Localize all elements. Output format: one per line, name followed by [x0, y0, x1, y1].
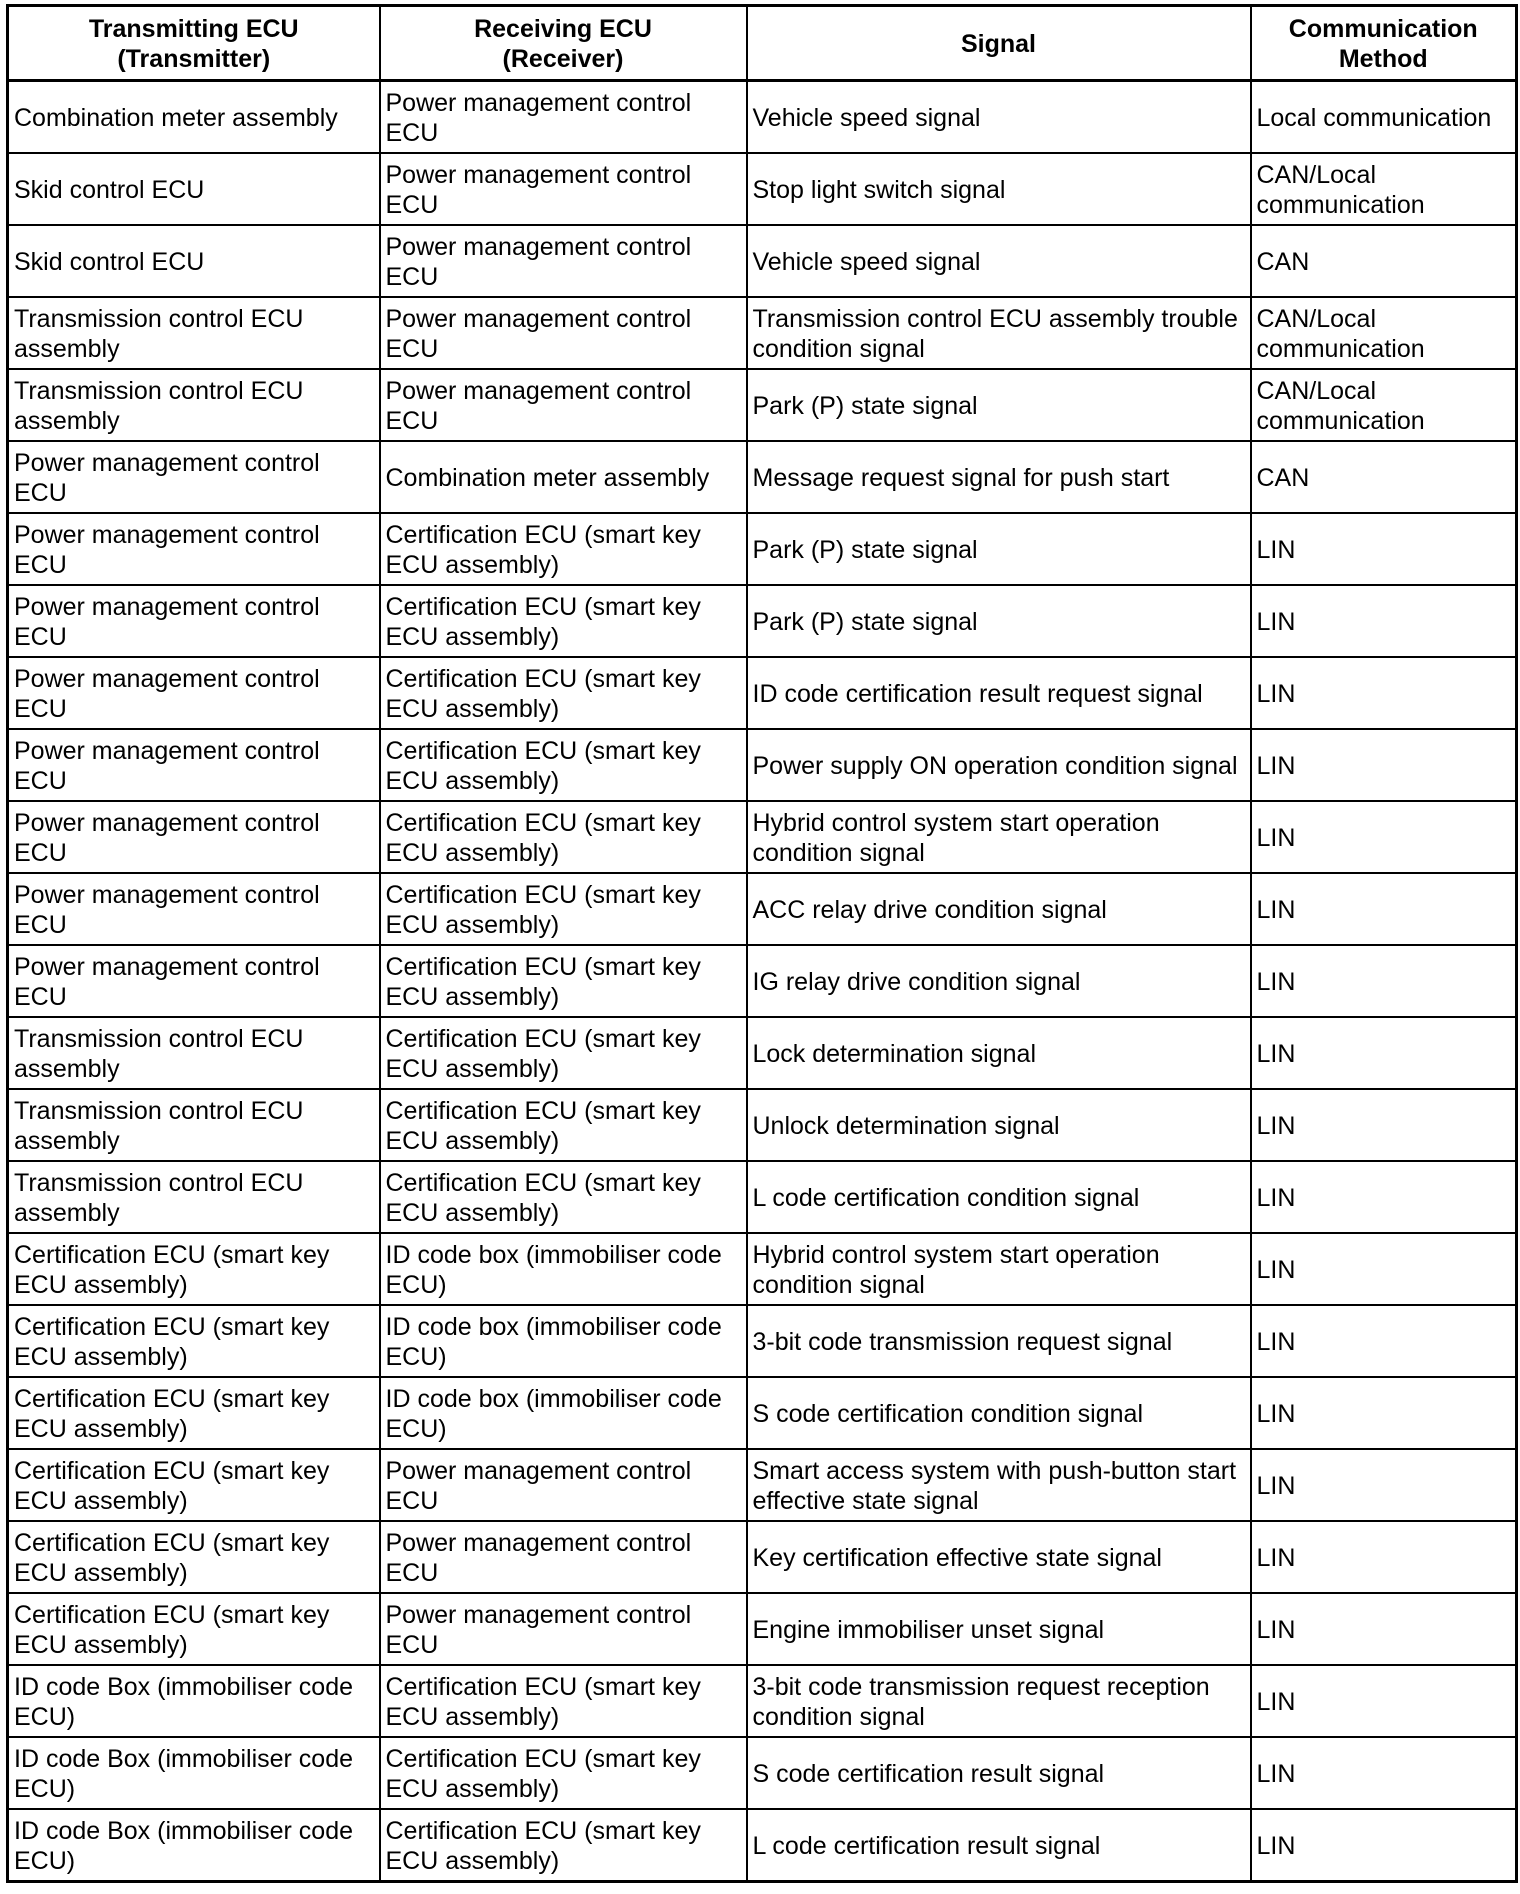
communication-method-cell: LIN [1251, 1809, 1517, 1882]
transmitting-ecu-cell: Skid control ECU [8, 153, 380, 225]
signal-cell: Vehicle speed signal [747, 225, 1251, 297]
receiving-ecu-cell: Certification ECU (smart key ECU assembly) [380, 1665, 747, 1737]
signal-cell: Unlock determination signal [747, 1089, 1251, 1161]
receiving-ecu-cell: Power management control ECU [380, 1593, 747, 1665]
signal-cell: L code certification result signal [747, 1809, 1251, 1882]
signal-cell: Park (P) state signal [747, 585, 1251, 657]
communication-method-cell: CAN [1251, 225, 1517, 297]
communication-method-cell: LIN [1251, 1089, 1517, 1161]
transmitting-ecu-cell: Power management control ECU [8, 441, 380, 513]
communication-method-cell: CAN/Local communication [1251, 369, 1517, 441]
signal-cell: ID code certification result request signal [747, 657, 1251, 729]
table-row [8, 1449, 1517, 1521]
signal-cell: Power supply ON operation condition signal [747, 729, 1251, 801]
receiving-ecu-cell: Certification ECU (smart key ECU assembly) [380, 1017, 747, 1089]
communication-method-cell: CAN [1251, 441, 1517, 513]
signal-cell: Lock determination signal [747, 1017, 1251, 1089]
table-header [8, 6, 1517, 81]
ecu-communication-table [6, 4, 1518, 1883]
signal-cell: 3-bit code transmission request reception condition signal [747, 1665, 1251, 1737]
receiving-ecu-cell: Certification ECU (smart key ECU assembly) [380, 657, 747, 729]
table-row [8, 1737, 1517, 1809]
signal-cell: L code certification condition signal [747, 1161, 1251, 1233]
table-row [8, 513, 1517, 585]
table-row [8, 657, 1517, 729]
communication-method-cell: LIN [1251, 1305, 1517, 1377]
transmitting-ecu-cell: ID code Box (immobiliser code ECU) [8, 1665, 380, 1737]
receiving-ecu-cell: Power management control ECU [380, 1521, 747, 1593]
table-row [8, 729, 1517, 801]
transmitting-ecu-cell: Transmission control ECU assembly [8, 369, 380, 441]
signal-cell: ACC relay drive condition signal [747, 873, 1251, 945]
receiving-ecu-cell: Certification ECU (smart key ECU assembly) [380, 1737, 747, 1809]
transmitting-ecu-cell: Skid control ECU [8, 225, 380, 297]
signal-cell: S code certification condition signal [747, 1377, 1251, 1449]
communication-method-cell: LIN [1251, 873, 1517, 945]
signal-cell: Park (P) state signal [747, 513, 1251, 585]
signal-cell: Smart access system with push-button start effective state signal [747, 1449, 1251, 1521]
transmitting-ecu-cell: Power management control ECU [8, 945, 380, 1017]
transmitting-ecu-cell: Combination meter assembly [8, 81, 380, 154]
header-communication-method [1251, 6, 1517, 81]
communication-method-cell: LIN [1251, 1665, 1517, 1737]
transmitting-ecu-cell: Power management control ECU [8, 585, 380, 657]
signal-cell: Message request signal for push start [747, 441, 1251, 513]
table-body [8, 81, 1517, 1882]
transmitting-ecu-cell: ID code Box (immobiliser code ECU) [8, 1809, 380, 1882]
header-transmitting-ecu-line1: Transmitting ECU [88, 15, 299, 43]
signal-cell: Transmission control ECU assembly trouble condition signal [747, 297, 1251, 369]
communication-method-cell: LIN [1251, 513, 1517, 585]
receiving-ecu-cell: Power management control ECU [380, 369, 747, 441]
signal-cell: Hybrid control system start operation condition signal [747, 1233, 1251, 1305]
communication-method-cell: LIN [1251, 657, 1517, 729]
transmitting-ecu-cell: Transmission control ECU assembly [8, 1089, 380, 1161]
receiving-ecu-cell: Certification ECU (smart key ECU assembly) [380, 585, 747, 657]
transmitting-ecu-cell: ID code Box (immobiliser code ECU) [8, 1737, 380, 1809]
table-row [8, 1521, 1517, 1593]
communication-method-cell: LIN [1251, 1737, 1517, 1809]
receiving-ecu-cell: Combination meter assembly [380, 441, 747, 513]
table-row [8, 1593, 1517, 1665]
signal-cell: Hybrid control system start operation condition signal [747, 801, 1251, 873]
transmitting-ecu-cell: Certification ECU (smart key ECU assembly) [8, 1377, 380, 1449]
table-row [8, 225, 1517, 297]
receiving-ecu-cell: ID code box (immobiliser code ECU) [380, 1305, 747, 1377]
transmitting-ecu-cell: Certification ECU (smart key ECU assembly) [8, 1233, 380, 1305]
transmitting-ecu-cell: Power management control ECU [8, 873, 380, 945]
table-row [8, 585, 1517, 657]
communication-method-cell: LIN [1251, 945, 1517, 1017]
table-row [8, 1809, 1517, 1882]
receiving-ecu-cell: Power management control ECU [380, 297, 747, 369]
receiving-ecu-cell: Power management control ECU [380, 1449, 747, 1521]
receiving-ecu-cell: Certification ECU (smart key ECU assembly) [380, 945, 747, 1017]
table-row [8, 1305, 1517, 1377]
transmitting-ecu-cell: Power management control ECU [8, 657, 380, 729]
receiving-ecu-cell: ID code box (immobiliser code ECU) [380, 1377, 747, 1449]
signal-cell: Stop light switch signal [747, 153, 1251, 225]
communication-method-cell: LIN [1251, 1377, 1517, 1449]
transmitting-ecu-cell: Transmission control ECU assembly [8, 1017, 380, 1089]
communication-method-cell: LIN [1251, 1161, 1517, 1233]
communication-method-cell: LIN [1251, 801, 1517, 873]
table-row [8, 153, 1517, 225]
table-row [8, 1377, 1517, 1449]
signal-cell: Engine immobiliser unset signal [747, 1593, 1251, 1665]
communication-method-cell: LIN [1251, 729, 1517, 801]
receiving-ecu-cell: Certification ECU (smart key ECU assembly) [380, 513, 747, 585]
receiving-ecu-cell: Certification ECU (smart key ECU assembly) [380, 1809, 747, 1882]
table-row [8, 441, 1517, 513]
transmitting-ecu-cell: Certification ECU (smart key ECU assembly) [8, 1305, 380, 1377]
communication-method-cell: LIN [1251, 1017, 1517, 1089]
signal-cell: Key certification effective state signal [747, 1521, 1251, 1593]
transmitting-ecu-cell: Transmission control ECU assembly [8, 1161, 380, 1233]
receiving-ecu-cell: Power management control ECU [380, 225, 747, 297]
header-communication-method-line2: Method [1338, 45, 1428, 73]
table-row [8, 1233, 1517, 1305]
communication-method-cell: LIN [1251, 1233, 1517, 1305]
communication-method-cell: LIN [1251, 1449, 1517, 1521]
transmitting-ecu-cell: Power management control ECU [8, 801, 380, 873]
transmitting-ecu-cell: Transmission control ECU assembly [8, 297, 380, 369]
table-row [8, 945, 1517, 1017]
transmitting-ecu-cell: Certification ECU (smart key ECU assembly) [8, 1449, 380, 1521]
header-signal-label: Signal [960, 30, 1036, 58]
table-row [8, 1161, 1517, 1233]
receiving-ecu-cell: Certification ECU (smart key ECU assembly) [380, 873, 747, 945]
communication-method-cell: LIN [1251, 1521, 1517, 1593]
receiving-ecu-cell: Power management control ECU [380, 81, 747, 154]
table-row [8, 81, 1517, 154]
header-signal [747, 6, 1251, 81]
transmitting-ecu-cell: Power management control ECU [8, 729, 380, 801]
table-row [8, 369, 1517, 441]
table-row [8, 873, 1517, 945]
receiving-ecu-cell: Certification ECU (smart key ECU assembly) [380, 801, 747, 873]
transmitting-ecu-cell: Power management control ECU [8, 513, 380, 585]
header-receiving-ecu-line2: (Receiver) [502, 45, 624, 73]
signal-cell: Vehicle speed signal [747, 81, 1251, 154]
table-row [8, 801, 1517, 873]
table-row [8, 297, 1517, 369]
communication-method-cell: Local communication [1251, 81, 1517, 154]
receiving-ecu-cell: Certification ECU (smart key ECU assembly) [380, 729, 747, 801]
signal-cell: Park (P) state signal [747, 369, 1251, 441]
header-row [8, 6, 1517, 81]
receiving-ecu-cell: Certification ECU (smart key ECU assembly) [380, 1161, 747, 1233]
transmitting-ecu-cell: Certification ECU (smart key ECU assembly) [8, 1521, 380, 1593]
communication-method-cell: CAN/Local communication [1251, 153, 1517, 225]
receiving-ecu-cell: Certification ECU (smart key ECU assembly) [380, 1089, 747, 1161]
header-communication-method-line1: Communication [1288, 15, 1478, 43]
signal-cell: 3-bit code transmission request signal [747, 1305, 1251, 1377]
table-row [8, 1665, 1517, 1737]
header-transmitting-ecu [8, 6, 380, 81]
receiving-ecu-cell: ID code box (immobiliser code ECU) [380, 1233, 747, 1305]
signal-cell: S code certification result signal [747, 1737, 1251, 1809]
transmitting-ecu-cell: Certification ECU (smart key ECU assembly) [8, 1593, 380, 1665]
signal-cell: IG relay drive condition signal [747, 945, 1251, 1017]
communication-method-cell: LIN [1251, 1593, 1517, 1665]
header-transmitting-ecu-line2: (Transmitter) [117, 45, 271, 73]
table-row [8, 1089, 1517, 1161]
communication-method-cell: LIN [1251, 585, 1517, 657]
header-receiving-ecu-line1: Receiving ECU [474, 15, 652, 43]
receiving-ecu-cell: Power management control ECU [380, 153, 747, 225]
header-receiving-ecu [380, 6, 747, 81]
communication-method-cell: CAN/Local communication [1251, 297, 1517, 369]
table-row [8, 1017, 1517, 1089]
